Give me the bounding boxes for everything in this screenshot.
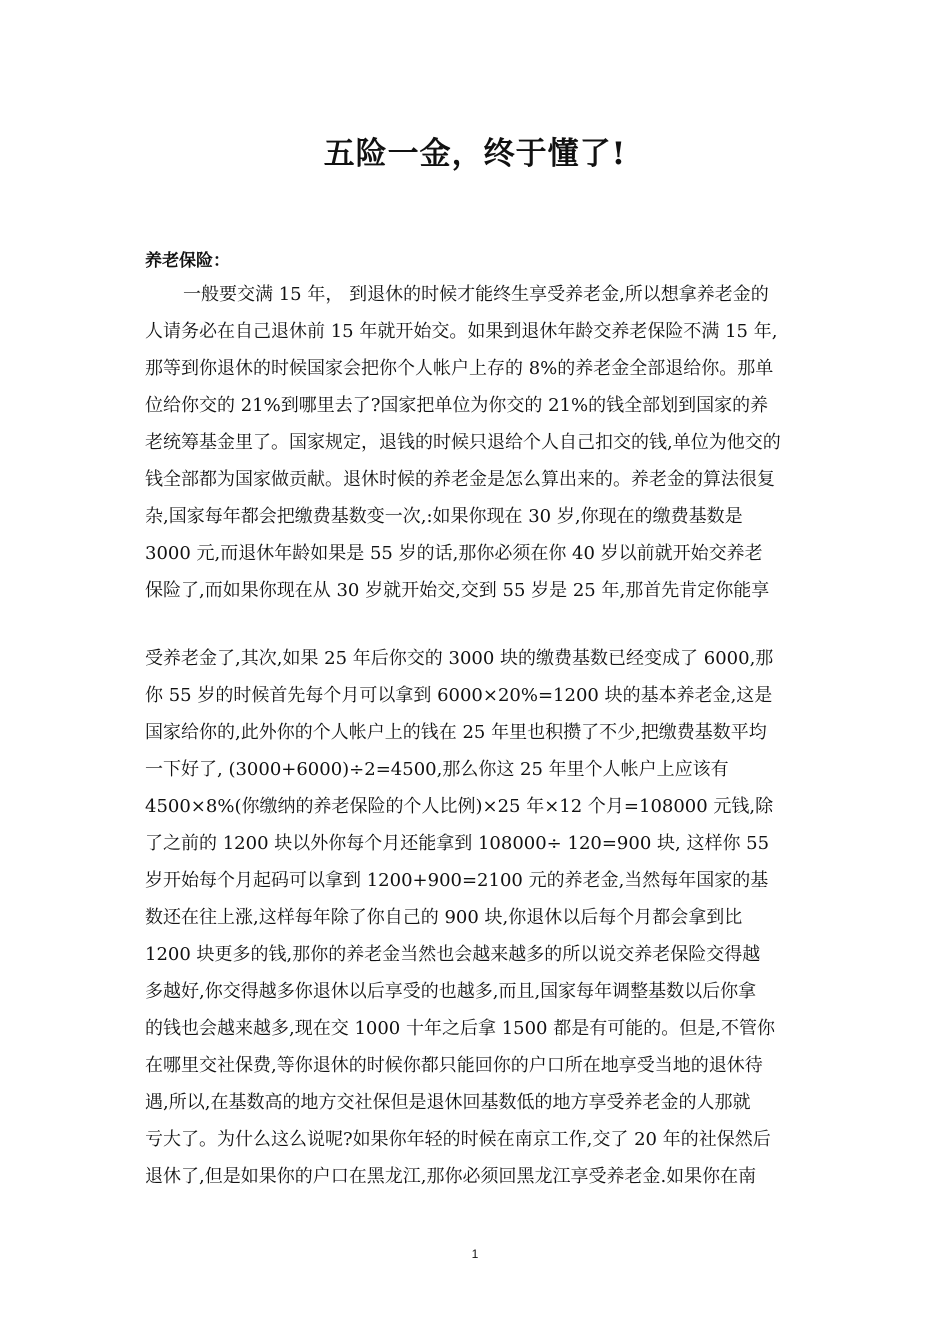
paragraph-line: 人请务必在自己退休前 15 年就开始交。如果到退休年龄交养老保险不满 15 年, (145, 321, 778, 342)
paragraph-line: 钱全部都为国家做贡献。退休时候的养老金是怎么算出来的。养老金的算法很复 (145, 469, 775, 490)
paragraph-line: 受养老金了,其次,如果 25 年后你交的 3000 块的缴费基数已经变成了 6000,那 (145, 648, 774, 669)
paragraph-line: 了之前的 1200 块以外你每个月还能拿到 108000÷ 120=900 块, 这样你 55 (145, 833, 770, 854)
paragraph-line: 亏大了。为什么这么说呢?如果你年轻的时候在南京工作,交了 20 年的社保然后 (145, 1129, 771, 1150)
paragraph-line: 数还在往上涨,这样每年除了你自己的 900 块,你退休以后每个月都会拿到比 (145, 907, 743, 928)
paragraph-line: 3000 元,而退休年龄如果是 55 岁的话,那你必须在你 40 岁以前就开始交养老 (145, 543, 763, 564)
paragraph-block-2 (145, 640, 810, 1195)
paragraph-line: 老统筹基金里了。国家规定，退钱的时候只退给个人自己扣交的钱,单位为他交的 (145, 432, 781, 453)
paragraph-line: 国家给你的,此外你的个人帐户上的钱在 25 年里也积攒了不少,把缴费基数平均 (145, 722, 767, 743)
paragraph-line: 4500×8%(你缴纳的养老保险的个人比例)×25 年×12 个月=108000 元钱,除 (145, 796, 774, 817)
paragraph-block-1 (145, 276, 810, 609)
paragraph-line: 在哪里交社保费,等你退休的时候你都只能回你的户口所在地享受当地的退休待 (145, 1055, 763, 1076)
paragraph-line: 退休了,但是如果你的户口在黑龙江,那你必须回黑龙江享受养老金.如果你在南 (145, 1166, 757, 1187)
paragraph-line: 那等到你退休的时候国家会把你个人帐户上存的 8%的养老金全部退给你。那单 (145, 358, 774, 379)
paragraph-line: 岁开始每个月起码可以拿到 1200+900=2100 元的养老金,当然每年国家的基 (145, 870, 769, 891)
paragraph-line: 杂,国家每年都会把缴费基数变一次,:如果你现在 30 岁,你现在的缴费基数是 (145, 506, 743, 527)
document-title: 五险一金，终于懂了! (323, 136, 627, 172)
paragraph-line: 一般要交满 15 年， 到退休的时候才能终生享受养老金,所以想拿养老金的 (183, 284, 769, 305)
paragraph-line: 的钱也会越来越多,现在交 1000 十年之后拿 1500 都是有可能的。但是,不管你 (145, 1018, 775, 1039)
paragraph-line: 一下好了, (3000+6000)÷2=4500,那么你这 25 年里个人帐户上应该有 (145, 759, 729, 780)
paragraph-line: 保险了,而如果你现在从 30 岁就开始交,交到 55 岁是 25 年,那首先肯定你能享 (145, 580, 770, 601)
paragraph-line: 多越好,你交得越多你退休以后享受的也越多,而且,国家每年调整基数以后你拿 (145, 981, 757, 1002)
paragraph-line: 1200 块更多的钱,那你的养老金当然也会越来越多的所以说交养老保险交得越 (145, 944, 761, 965)
paragraph-line: 位给你交的 21%到哪里去了?国家把单位为你交的 21%的钱全部划到国家的养 (145, 395, 769, 416)
section-heading: 养老保险： (145, 251, 230, 271)
paragraph-line: 你 55 岁的时候首先每个月可以拿到 6000×20%=1200 块的基本养老金,这是 (145, 685, 773, 706)
paragraph-line: 遇,所以,在基数高的地方交社保但是退休回基数低的地方享受养老金的人那就 (145, 1092, 751, 1113)
page-number: 1 (471, 1247, 479, 1261)
